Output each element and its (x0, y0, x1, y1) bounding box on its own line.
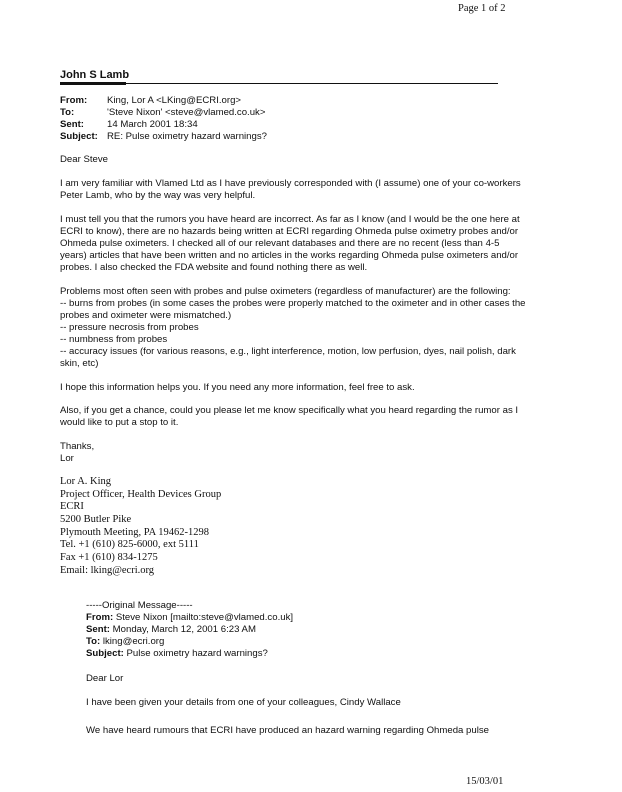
original-from: From: Steve Nixon [mailto:steve@vlamed.co.uk] (86, 612, 294, 623)
paragraph-also: Also, if you get a chance, could you please let me know specifically what you heard regarding the rumor as I would like to put a stop to it. (60, 405, 519, 428)
paragraph-problems: Problems most often seen with probes and pulse oximeters (regardless of manufacturer) are the following: -- burns from probes (in some cases the probes were properly matched to the oximeter and in other cases the probes and oximeter were mismatched.) -- pressure necrosis from probes -- numbness from probes -- accuracy issues (for various reasons, e.g., light interference, motion, low perfusion, dyes, nail polish, dark skin, etc) (60, 286, 526, 369)
name-underline (60, 82, 126, 85)
signature-block: Lor A. King Project Officer, Health Devices Group ECRI 5200 Butler Pike Plymouth Meeting, PA 19462-1298 Tel. +1 (610) 825-6000, ext 5111 Fax +1 (610) 834-1275 Email: lking@ecri.org (60, 476, 222, 576)
original-paragraph-2: We have heard rumours that ECRI have produced an hazard warning regarding Ohmeda pulse (86, 725, 489, 736)
email-header (60, 95, 267, 143)
original-subject: Subject: Pulse oximetry hazard warnings? (86, 648, 268, 659)
header-sent: Sent: 14 March 2001 18:34 (60, 119, 198, 130)
greeting: Dear Steve (60, 154, 108, 165)
header-to: To: 'Steve Nixon' <steve@vlamed.co.uk> (60, 107, 266, 118)
footer-date: 15/03/01 (466, 776, 504, 787)
original-separator: -----Original Message----- (86, 600, 193, 611)
original-message (86, 600, 293, 660)
original-greeting: Dear Lor (86, 673, 124, 684)
original-sent: Sent: Monday, March 12, 2001 6:23 AM (86, 624, 256, 635)
paragraph-1: I am very familiar with Vlamed Ltd as I have previously corresponded with (I assume) one of your co-workers Peter Lamb, who by the way was very helpful. (60, 178, 521, 201)
header-subject: Subject: RE: Pulse oximetry hazard warnings? (60, 131, 267, 142)
original-to: To: lking@ecri.org (86, 636, 165, 647)
page-number: Page 1 of 2 (458, 3, 506, 14)
paragraph-hope: I hope this information helps you. If you need any more information, feel free to ask. (60, 382, 415, 393)
sign-off: Thanks, Lor (60, 441, 95, 464)
owner-name: John S Lamb (60, 69, 130, 81)
original-paragraph-1: I have been given your details from one of your colleagues, Cindy Wallace (86, 697, 401, 708)
header-from: From: King, Lor A <LKing@ECRI.org> (60, 95, 242, 106)
paragraph-2: I must tell you that the rumors you have heard are incorrect. As far as I know (and I would be the one here at ECRI to know), there are no hazards being written at ECRI regarding Ohmeda pulse oximetry probes and/or Ohmeda pulse oximeters. I checked all of our relevant databases and there are no recent (less than 4-5 years) articles that have been written and no articles in the works regarding Ohmeda pulse oximeters and/or probes. I also checked the FDA website and found nothing there as well. (60, 214, 520, 273)
